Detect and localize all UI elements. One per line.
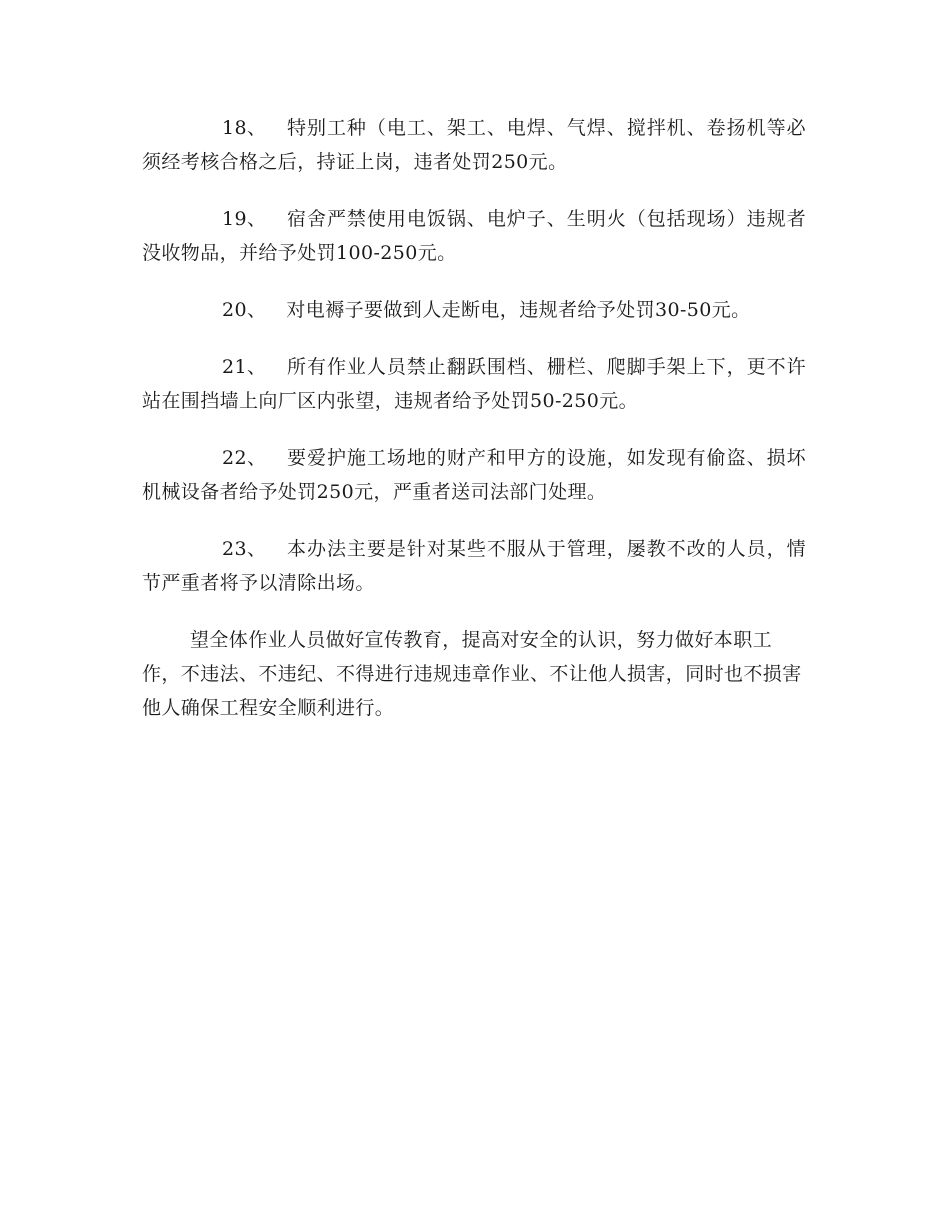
closing-paragraph: 望全体作业人员做好宣传教育，提高对安全的认识，努力做好本职工作，不违法、不违纪、不得进行违规违章作业、不让他人损害，同时也不损害他人确保工程安全顺利进行。 xyxy=(142,629,802,719)
rule-item-19 xyxy=(142,202,806,270)
rule-text: 要爱护施工场地的财产和甲方的设施，如发现有偷盗、损坏机械设备者给予处罚250元，严重者送司法部门处理。 xyxy=(142,447,806,503)
rule-number: 19、 xyxy=(222,208,267,230)
rule-number: 23、 xyxy=(222,538,267,560)
rule-item-21 xyxy=(142,350,806,418)
rule-text: 宿舍严禁使用电饭锅、电炉子、生明火（包括现场）违规者没收物品，并给予处罚100-250元。 xyxy=(142,208,806,264)
document-body xyxy=(142,111,806,725)
rule-item-23 xyxy=(142,532,806,600)
rule-text: 所有作业人员禁止翻跃围档、栅栏、爬脚手架上下，更不许站在围挡墙上向厂区内张望，违规者给予处罚50-250元。 xyxy=(142,356,806,412)
rule-item-20 xyxy=(142,293,806,327)
rule-item-18 xyxy=(142,111,806,179)
rule-number: 21、 xyxy=(222,356,267,378)
rule-text: 对电褥子要做到人走断电，违规者给予处罚30-50元。 xyxy=(286,299,751,321)
rule-text: 本办法主要是针对某些不服从于管理，屡教不改的人员，情节严重者将予以清除出场。 xyxy=(142,538,806,594)
rule-item-22 xyxy=(142,441,806,509)
rule-text: 特别工种（电工、架工、电焊、气焊、搅拌机、卷扬机等必须经考核合格之后，持证上岗，违者处罚250元。 xyxy=(142,117,806,173)
rule-number: 20、 xyxy=(222,299,267,321)
rule-number: 18、 xyxy=(222,117,267,139)
rule-number: 22、 xyxy=(222,447,267,469)
